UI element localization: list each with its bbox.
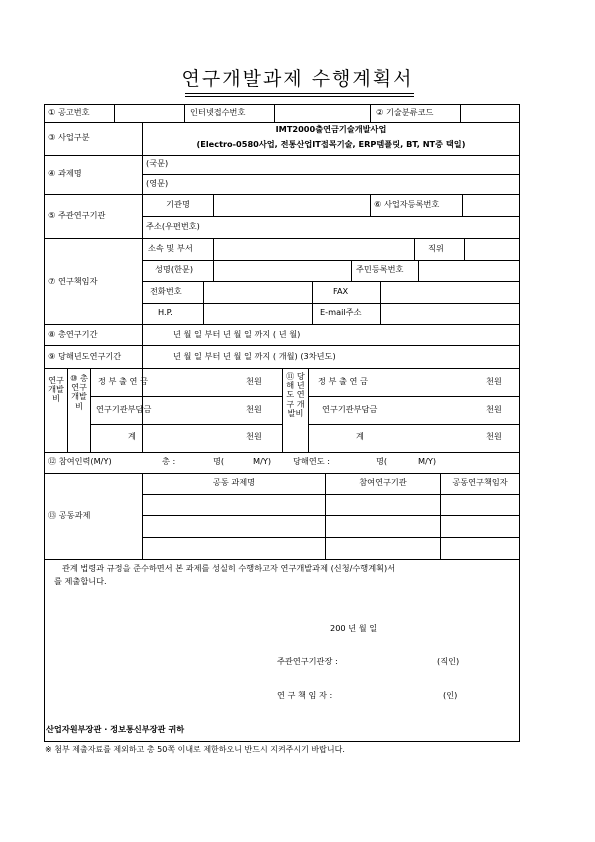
biz-reg-number-label: ⑥ 사업자등록번호	[374, 199, 440, 209]
pledge-text-line2: 를 제출합니다.	[54, 576, 107, 586]
joint-col-org: 참여연구기관	[359, 477, 407, 487]
sum-unit: 천원	[246, 431, 262, 441]
joint-col-name: 공동 과제명	[212, 477, 256, 487]
participants-year-label: 당해연도 :	[293, 456, 330, 466]
grid-line	[44, 122, 520, 123]
grid-line	[44, 324, 520, 325]
grid-line	[370, 194, 371, 216]
grid-line	[312, 281, 313, 324]
participants-year-unit: 명(	[376, 456, 388, 466]
tech-code-field[interactable]	[461, 105, 518, 121]
grid-line	[90, 396, 282, 397]
year-sum-label: 계	[356, 431, 364, 441]
project-name-en-field[interactable]	[175, 175, 518, 193]
grid-line	[44, 452, 520, 453]
rrn-field[interactable]	[419, 261, 518, 280]
dept-label: 소속 및 부서	[148, 243, 193, 253]
form-title: 연구개발과제 수행계획서	[181, 68, 414, 90]
total-rd-cost-vertical-label: ⑩ 총 연구 개발비	[70, 373, 88, 411]
footer-note: ※ 첨부 제출자료를 제외하고 총 50쪽 이내로 제한하오니 반드시 지켜주시기 바랍니다.	[45, 745, 345, 754]
joint-project-label: ⑬ 공동과제	[48, 510, 91, 520]
hp-label: H.P.	[158, 307, 173, 317]
year-sum-unit: 천원	[486, 431, 502, 441]
announce-number-label: ① 공고번호	[48, 107, 90, 117]
table-row[interactable]	[143, 495, 518, 514]
project-name-kr-field[interactable]	[175, 156, 518, 173]
grid-line	[44, 473, 520, 474]
participants-total-unit: 명(	[213, 456, 225, 466]
position-label: 직위	[428, 243, 444, 253]
grid-line	[44, 104, 45, 742]
own-fund-label: 연구기관부담금	[96, 404, 152, 414]
participants-total-label: 총 :	[162, 456, 176, 466]
participants-label: ⑫ 참여인력(M/Y)	[48, 456, 112, 466]
name-label: 성명(한문)	[155, 264, 194, 274]
grid-line	[282, 368, 283, 452]
grid-line	[142, 122, 143, 452]
grid-line	[308, 424, 519, 425]
gov-fund-label: 정 부 출 연 금	[98, 376, 148, 386]
fax-field[interactable]	[381, 282, 518, 302]
title-underline	[185, 93, 414, 94]
position-field[interactable]	[465, 239, 518, 259]
year-rd-cost-vertical-label: ⑪ 당해 년도 연구 개발비	[286, 371, 305, 418]
year-own-fund-unit: 천원	[486, 404, 502, 414]
grid-line	[308, 368, 309, 452]
title-underline	[185, 96, 414, 97]
email-field[interactable]	[381, 304, 518, 323]
own-fund-unit: 천원	[246, 404, 262, 414]
addressee: 산업자원부장관 · 정보통신부장관 귀하	[46, 724, 185, 734]
org-head-seal: (직인)	[437, 656, 460, 666]
year-gov-fund-label: 정 부 출 연 금	[318, 376, 368, 386]
year-period-label: ⑨ 당해년도연구기간	[48, 351, 122, 361]
project-name-label: ④ 과제명	[48, 168, 82, 178]
announce-number-field[interactable]	[115, 105, 183, 121]
pi-seal: (인)	[443, 690, 458, 700]
grid-line	[90, 424, 282, 425]
grid-line	[67, 368, 68, 452]
grid-line	[414, 238, 415, 260]
grid-line	[370, 104, 371, 122]
gov-fund-unit: 천원	[246, 376, 262, 386]
project-name-en-label: (영문)	[146, 178, 169, 188]
table-row[interactable]	[143, 538, 518, 558]
address-field[interactable]	[214, 217, 518, 237]
year-period-value: 년 월 일 부터 년 월 일 까지 ( 개월) (3차년도)	[173, 351, 336, 361]
tech-code-label: ② 기술분류코드	[376, 107, 434, 117]
participants-total-my: M/Y)	[253, 456, 272, 466]
sum-label: 계	[128, 431, 136, 441]
email-label: E-mail주소	[320, 307, 362, 317]
grid-line	[351, 260, 352, 281]
participants-year-my: M/Y)	[418, 456, 437, 466]
grid-line	[308, 396, 519, 397]
year-gov-fund-unit: 천원	[486, 376, 502, 386]
dept-field[interactable]	[214, 239, 413, 259]
grid-line	[44, 741, 520, 742]
phone-label: 전화번호	[150, 286, 182, 296]
pi-signature-label: 연 구 책 임 자 :	[277, 690, 333, 700]
rrn-label: 주민등록번호	[356, 264, 404, 274]
org-name-field[interactable]	[214, 195, 369, 215]
project-name-kr-label: (국문)	[146, 158, 169, 168]
phone-field[interactable]	[204, 282, 311, 302]
joint-col-pi: 공동연구책임자	[452, 477, 508, 487]
name-field[interactable]	[214, 261, 350, 280]
rd-cost-vertical-label: 연구개발비	[48, 375, 64, 404]
org-head-label: 주관연구기관장 :	[277, 656, 338, 666]
internet-receipt-field[interactable]	[275, 105, 369, 121]
hp-field[interactable]	[204, 304, 311, 323]
address-label: 주소(우편번호)	[146, 221, 200, 231]
year-own-fund-label: 연구기관부담금	[322, 404, 378, 414]
total-period-value: 년 월 일 부터 년 월 일 까지 ( 년 월)	[173, 329, 301, 339]
grid-line	[44, 559, 520, 560]
biz-reg-number-field[interactable]	[463, 195, 518, 215]
lead-org-label: ⑤ 주관연구기관	[48, 210, 106, 220]
grid-line	[184, 104, 185, 122]
grid-line	[90, 368, 91, 452]
grid-line	[519, 104, 520, 742]
submission-date: 200 년 월 일	[330, 623, 378, 633]
table-row[interactable]	[143, 516, 518, 536]
principal-investigator-label: ⑦ 연구책임자	[48, 276, 98, 286]
business-type-options: (Electro-0580사업, 전통산업IT접목기술, ERP템플릿, BT, NT중 택일)	[196, 139, 466, 149]
grid-line	[44, 345, 520, 346]
fax-label: FAX	[333, 286, 349, 296]
business-type-value: IMT2000출연금기술개발사업	[275, 124, 387, 134]
org-name-label: 기관명	[166, 199, 190, 209]
business-type-label: ③ 사업구분	[48, 132, 90, 142]
total-period-label: ⑧ 총연구기간	[48, 329, 98, 339]
internet-receipt-label: 인터넷접수번호	[190, 107, 246, 117]
pledge-text-line1: 관계 법령과 규정을 준수하면서 본 과제를 성실히 수행하고자 연구개발과제 (신청/수행계획)서	[62, 563, 396, 573]
